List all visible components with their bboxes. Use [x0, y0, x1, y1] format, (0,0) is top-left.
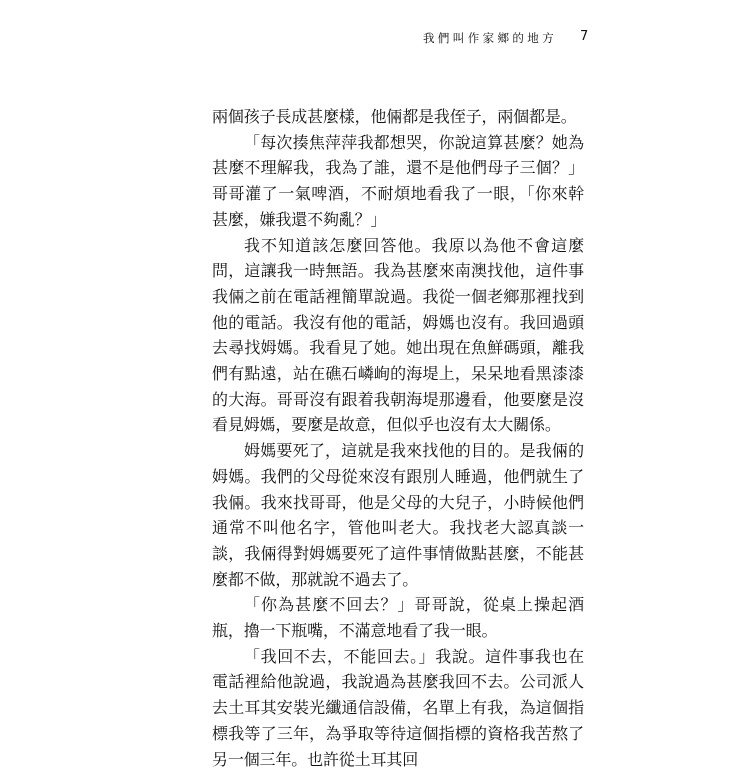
paragraph: 姆媽要死了，這就是我來找他的目的。是我倆的姆媽。我們的父母從來沒有跟別人睡過，他們就生了我倆。我來找哥哥，他是父母的大兒子，小時候他們通常不叫他名字，管他叫老大。我找老大認真談一談，我倆得對姆媽要死了這件事情做點甚麼，不能甚麼都不做，那就說不過去了。 [212, 441, 584, 589]
paragraph: 兩個孩子長成甚麼樣，他倆都是我侄子，兩個都是。 [212, 107, 577, 126]
paragraph: 我不知道該怎麼回答他。我原以為他不會這麼問，這讓我一時無語。我為甚麼來南澳找他，這件事我倆之前在電話裡簡單說過。我從一個老鄉那裡找到他的電話。我沒有他的電話，姆媽也沒有。我回過頭去尋找姆媽。我看見了她。她出現在魚鮮碼頭，離我們有點遠，站在礁石嶙峋的海堤上，呆呆地看黑漆漆的大海。哥哥沒有跟着我朝海堤那邊看，他要麼是沒看見姆媽，要麼是故意，但似乎也沒有太大關係。 [212, 235, 584, 435]
paragraph: 「每次揍焦萍萍我都想哭，你說這算甚麼？她為甚麼不理解我，我為了誰，還不是他們母子三個？」哥哥灌了一氣啤酒，不耐煩地看我了一眼，「你來幹甚麼，嫌我還不夠亂？」 [212, 132, 584, 229]
body-text [212, 104, 584, 772]
page-number: 7 [580, 29, 589, 44]
running-title: 我們叫作家鄉的地方 [423, 31, 558, 45]
paragraph: 「我回不去，不能回去。」我說。這件事我也在電話裡給他說過，我說過為甚麼我回不去。公司派人去土耳其安裝光纖通信設備，名單上有我，為這個指標我等了三年，為爭取等待這個指標的資格我苦熬了另一個三年。也許從土耳其回 [212, 646, 584, 769]
paragraph: 「你為甚麼不回去？」哥哥說，從桌上操起酒瓶，擼一下瓶嘴，不滿意地看了我一眼。 [212, 595, 584, 641]
